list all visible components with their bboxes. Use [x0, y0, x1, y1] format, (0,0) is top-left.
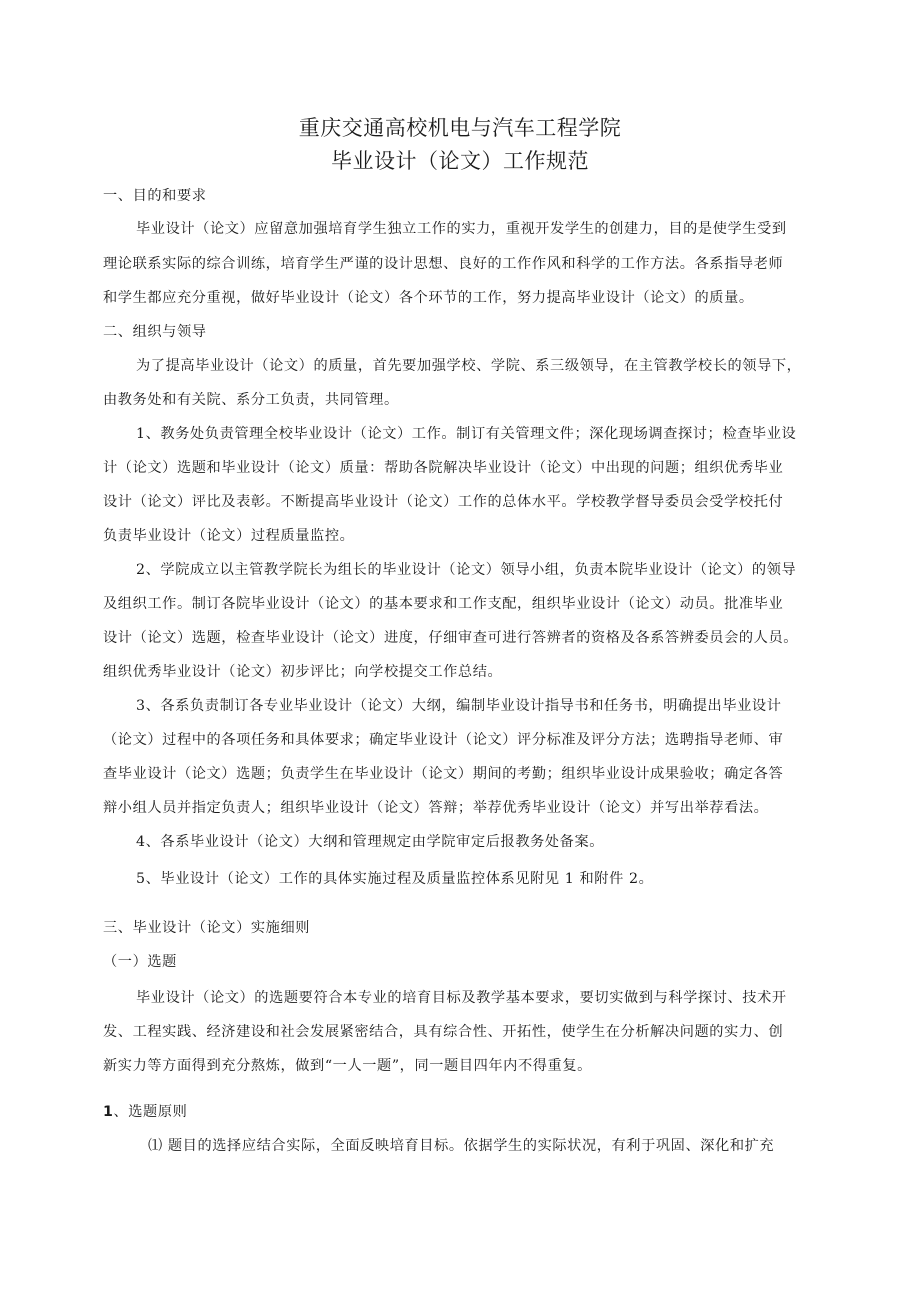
section1-heading: 一、目的和要求: [103, 188, 207, 204]
section1-p1-line3: 和学生都应充分重视，做好毕业设计（论文）各个环节的工作，努力提高毕业设计（论文）的质量。: [103, 290, 754, 306]
section2-item1-line3: 设计（论文）评比及表彰。不断提高毕业设计（论文）工作的总体水平。学校教学督导委员会受学校托付: [103, 494, 784, 510]
document-title-line1: 重庆交通高校机电与汽车工程学院: [298, 116, 622, 140]
section2-item3-line2: （论文）过程中的各项任务和具体要求；确定毕业设计（论文）评分标准及评分方法；选聘指导老师、审: [103, 732, 784, 748]
section3-p1-line1: 毕业设计（论文）的选题要符合本专业的培育目标及教学基本要求，要切实做到与科学探讨、技术开: [136, 990, 787, 1006]
principle-label: 、选题原则: [113, 1104, 188, 1120]
section2-item3-line3: 查毕业设计（论文）选题；负责学生在毕业设计（论文）期间的考勤；组织毕业设计成果验收；确定各答: [103, 766, 784, 782]
section3-heading: 三、毕业设计（论文）实施细则: [103, 920, 311, 936]
section1-p1-line1: 毕业设计（论文）应留意加强培育学生独立工作的实力，重视开发学生的创建力，目的是使学生受到: [136, 221, 787, 237]
section2-item2-line3: 设计（论文）选题，检查毕业设计（论文）进度，仔细审查可进行答辨者的资格及各系答辨委员会的人员。: [103, 630, 799, 646]
section2-heading: 二、组织与领导: [103, 324, 207, 340]
section3-p1-line3: 新实力等方面得到充分熬炼，做到“一人一题”，同一题目四年内不得重复。: [103, 1058, 592, 1074]
section2-item1-line2: 计（论文）选题和毕业设计（论文）质量：帮助各院解决毕业设计（论文）中出现的问题；组织优秀毕业: [103, 460, 784, 476]
section2-item1-line4: 负责毕业设计（论文）过程质量监控。: [103, 528, 355, 544]
section2-intro-line1: 为了提高毕业设计（论文）的质量，首先要加强学校、学院、系三级领导，在主管教学校长的领导下，: [136, 358, 802, 374]
section2-item2-line4: 组织优秀毕业设计（论文）初步评比；向学校提交工作总结。: [103, 664, 503, 680]
section2-item1-line1: 1、教务处负责管理全校毕业设计（论文）工作。制订有关管理文件；深化现场调查探讨；检查毕业设: [136, 426, 797, 442]
document-title-line2: 毕业设计（论文）工作规范: [331, 149, 589, 173]
section2-item2-line1: 2、学院成立以主管教学院长为组长的毕业设计（论文）领导小组，负责本院毕业设计（论文）的领导: [136, 562, 797, 578]
section2-item4: 4、各系毕业设计（论文）大纲和管理规定由学院审定后报教务处备案。: [136, 834, 605, 850]
section2-item5: 5、毕业设计（论文）工作的具体实施过程及质量监控体系见附见 1 和附件 2。: [136, 871, 654, 887]
section2-item3-line1: 3、各系负责制订各专业毕业设计（论文）大纲，编制毕业设计指导书和任务书，明确提出毕业设计: [136, 698, 782, 714]
section2-item3-line4: 辩小组人员并指定负责人；组织毕业设计（论文）答辩；举荐优秀毕业设计（论文）并写出举荐看法。: [103, 800, 769, 816]
section3-principle-item1: ⑴ 题目的选择应结合实际，全面反映培育目标。依据学生的实际状况，有利于巩固、深化和扩充: [148, 1138, 775, 1154]
section1-p1-line2: 理论联系实际的综合训练，培育学生严谨的设计思想、良好的工作作风和科学的工作方法。各系指导老师: [103, 256, 784, 272]
principle-number: 1: [103, 1104, 114, 1120]
section2-item2-line2: 及组织工作。制订各院毕业设计（论文）的基本要求和工作支配，组织毕业设计（论文）动员。批准毕业: [103, 596, 784, 612]
section2-intro-line2: 由教务处和有关院、系分工负责，共同管理。: [103, 392, 399, 408]
section3-principle-heading: [103, 1102, 187, 1122]
section3-sub1-heading: （一）选题: [103, 954, 177, 970]
section3-p1-line2: 发、工程实践、经济建设和社会发展紧密结合，具有综合性、开拓性，使学生在分析解决问题的实力、创: [103, 1024, 784, 1040]
